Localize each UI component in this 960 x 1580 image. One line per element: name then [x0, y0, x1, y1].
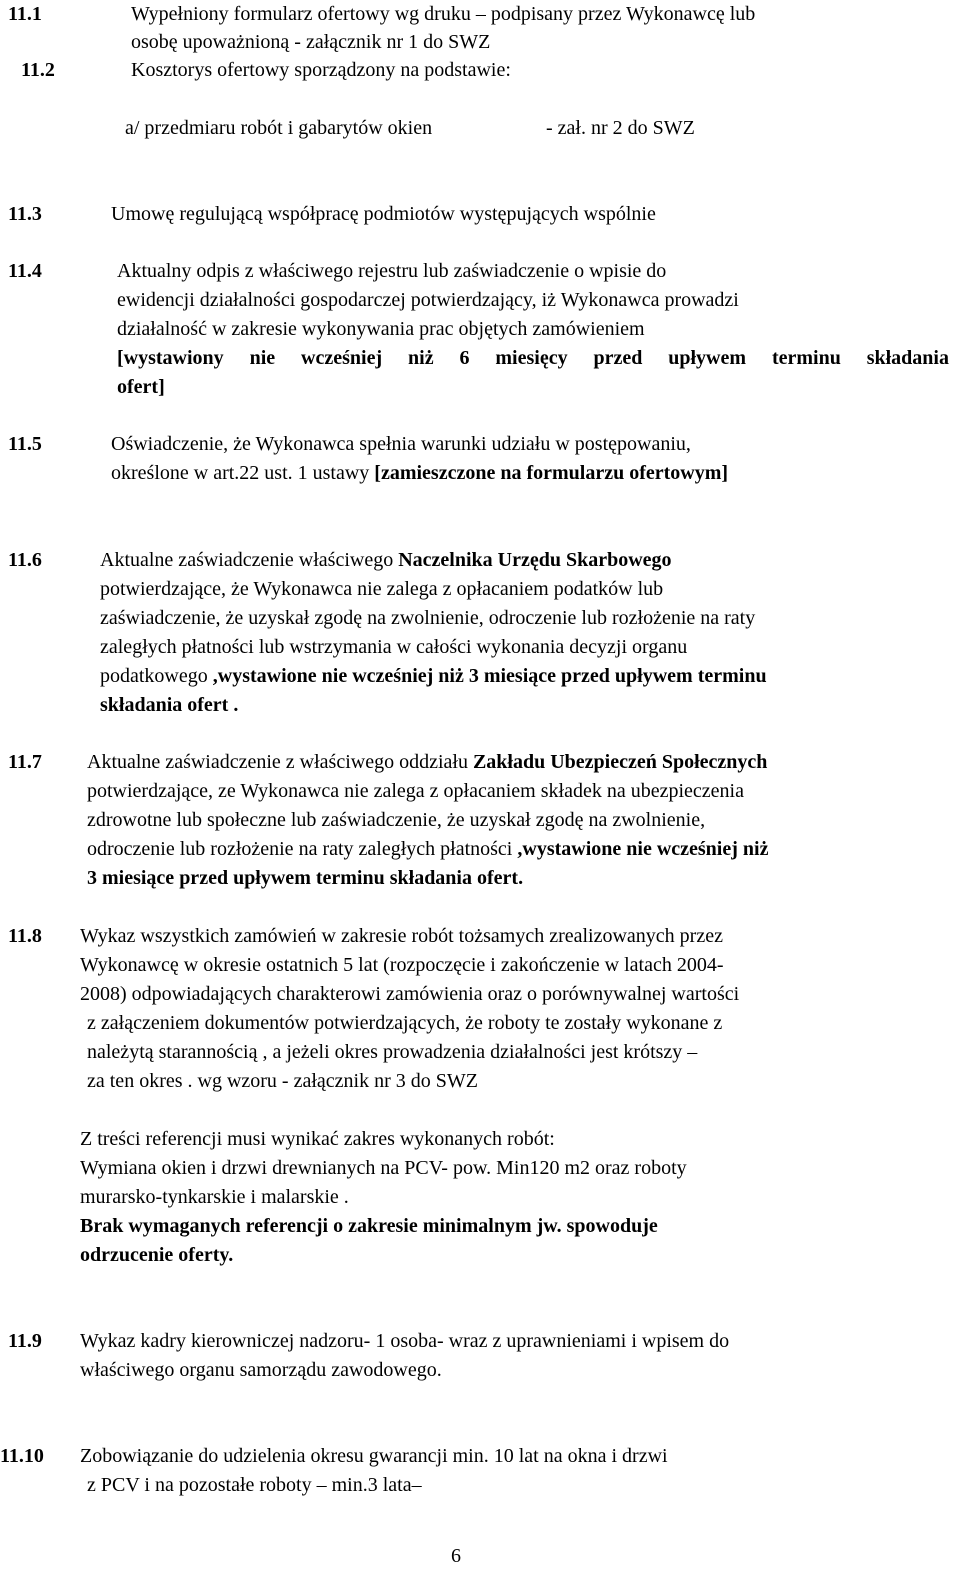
- item-11-7-line-4: odroczenie lub rozłożenie na raty zaległych płatności ,wystawione nie wcześniej niż: [87, 838, 769, 860]
- item-11-8-line-3: 2008) odpowiadających charakterowi zamówienia oraz o porównywalnej wartości: [80, 983, 740, 1005]
- item-11-4-line-3: działalność w zakresie wykonywania prac objętych zamówieniem: [117, 318, 645, 340]
- item-11-4-bold-line-1: [wystawiony nie wcześniej niż 6 miesięcy przed upływem terminu składania: [117, 347, 949, 369]
- page-number: 6: [451, 1545, 461, 1567]
- item-number-11-6: 11.6: [8, 549, 42, 571]
- item-11-8-ref-bold-1: Brak wymaganych referencji o zakresie minimalnym jw. spowoduje: [80, 1215, 658, 1237]
- item-11-6-line-2: potwierdzające, że Wykonawca nie zalega z opłacaniem podatków lub: [100, 578, 664, 600]
- item-11-6-line-4: zaległych płatności lub wstrzymania w całości wykonania decyzji organu: [100, 636, 688, 658]
- item-11-3-line-1: Umowę regulującą współpracę podmiotów występujących wspólnie: [111, 203, 656, 225]
- item-11-7-line-2: potwierdzające, ze Wykonawca nie zalega z opłacaniem składek na ubezpieczenia: [87, 780, 744, 802]
- item-11-8-ref-bold-2: odrzucenie oferty.: [80, 1244, 234, 1266]
- item-11-8-line-6: za ten okres . wg wzoru - załącznik nr 3 do SWZ: [87, 1070, 478, 1092]
- item-11-10-line-1: Zobowiązanie do udzielenia okresu gwarancji min. 10 lat na okna i drzwi: [80, 1445, 668, 1467]
- item-number-11-10: 11.10: [0, 1445, 44, 1467]
- item-11-6-line-1: Aktualne zaświadczenie właściwego Naczelnika Urzędu Skarbowego: [100, 549, 672, 571]
- item-number-11-7: 11.7: [8, 751, 42, 773]
- item-11-4-line-1: Aktualny odpis z właściwego rejestru lub zaświadczenie o wpisie do: [117, 260, 667, 282]
- item-11-8-line-4: z załączeniem dokumentów potwierdzających, że roboty te zostały wykonane z: [87, 1012, 723, 1034]
- item-11-8-line-2: Wykonawcę w okresie ostatnich 5 lat (rozpoczęcie i zakończenie w latach 2004-: [80, 954, 724, 976]
- item-11-4-line-2: ewidencji działalności gospodarczej potwierdzający, iż Wykonawca prowadzi: [117, 289, 739, 311]
- item-number-11-5: 11.5: [8, 433, 42, 455]
- item-11-5-line-1: Oświadczenie, że Wykonawca spełnia warunki udziału w postępowaniu,: [111, 433, 691, 455]
- item-11-7-line-1: Aktualne zaświadczenie z właściwego oddziału Zakładu Ubezpieczeń Społecznych: [87, 751, 768, 773]
- item-number-11-8: 11.8: [8, 925, 42, 947]
- item-11-6-line-6: składania ofert .: [100, 694, 239, 716]
- item-11-7-line-5: 3 miesiące przed upływem terminu składania ofert.: [87, 867, 524, 889]
- item-11-8-line-5: należytą starannością , a jeżeli okres prowadzenia działalności jest krótszy –: [87, 1041, 698, 1063]
- item-11-7-line-3: zdrowotne lub społeczne lub zaświadczenie, że uzyskał zgodę na zwolnienie,: [87, 809, 706, 831]
- item-11-1-line-1: Wypełniony formularz ofertowy wg druku – podpisany przez Wykonawcę lub: [131, 3, 756, 25]
- item-11-1-line-2: osobę upoważnioną - załącznik nr 1 do SWZ: [131, 31, 491, 53]
- item-11-6-line-5: podatkowego ,wystawione nie wcześniej niż 3 miesiące przed upływem terminu: [100, 665, 767, 687]
- item-11-9-line-1: Wykaz kadry kierowniczej nadzoru- 1 osoba- wraz z uprawnieniami i wpisem do: [80, 1330, 730, 1352]
- item-11-2-line-1: Kosztorys ofertowy sporządzony na podstawie:: [131, 59, 511, 81]
- item-11-10-line-2: z PCV i na pozostałe roboty – min.3 lata–: [87, 1474, 422, 1496]
- item-11-8-ref-line-1: Z treści referencji musi wynikać zakres wykonanych robót:: [80, 1128, 555, 1150]
- item-11-9-line-2: właściwego organu samorządu zawodowego.: [80, 1359, 442, 1381]
- item-11-8-line-1: Wykaz wszystkich zamówień w zakresie robót tożsamych zrealizowanych przez: [80, 925, 723, 947]
- item-11-6-line-3: zaświadczenie, że uzyskał zgodę na zwolnienie, odroczenie lub rozłożenie na raty: [100, 607, 756, 629]
- item-11-2-sub-left: a/ przedmiaru robót i gabarytów okien: [125, 117, 433, 139]
- item-number-11-1: 11.1: [8, 3, 42, 25]
- item-number-11-2: 11.2: [21, 59, 55, 81]
- item-11-8-ref-line-2: Wymiana okien i drzwi drewnianych na PCV- pow. Min120 m2 oraz roboty: [80, 1157, 687, 1179]
- item-11-5-line-2: określone w art.22 ust. 1 ustawy [zamieszczone na formularzu ofertowym]: [111, 462, 729, 484]
- item-number-11-3: 11.3: [8, 203, 42, 225]
- item-11-4-bold-line-2: ofert]: [117, 376, 165, 398]
- item-11-8-ref-line-3: murarsko-tynkarskie i malarskie .: [80, 1186, 349, 1208]
- item-number-11-4: 11.4: [8, 260, 42, 282]
- item-number-11-9: 11.9: [8, 1330, 42, 1352]
- item-11-2-sub-right: - zał. nr 2 do SWZ: [546, 117, 695, 139]
